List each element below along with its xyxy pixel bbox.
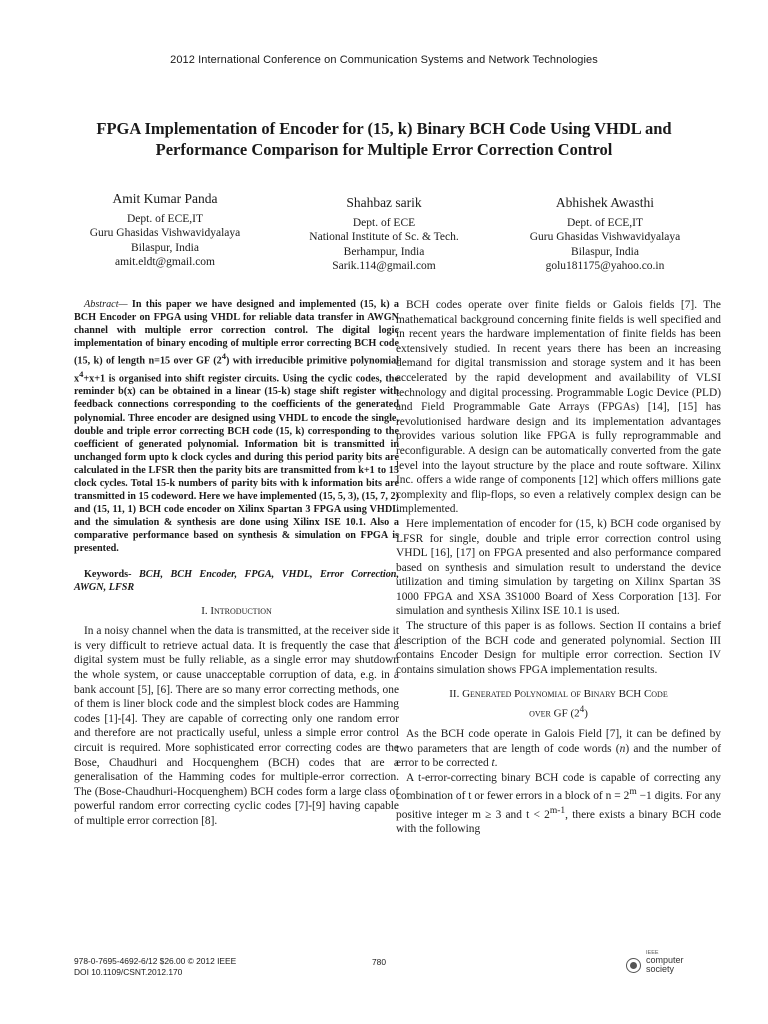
page-number: 780 <box>372 957 386 967</box>
keywords-label: Keywords- <box>84 568 132 580</box>
section-heading-introduction: I. Introduction <box>201 604 272 617</box>
footer-doi: DOI 10.1109/CSNT.2012.170 <box>74 967 183 977</box>
footer-isbn: 978-0-7695-4692-6/12 $26.00 © 2012 IEEE <box>74 956 237 966</box>
author-block-3 <box>500 196 710 274</box>
keywords-list: BCH, BCH Encoder, FPGA, VHDL, Error Correction, AWGN, LFSR <box>74 568 399 593</box>
paper-title <box>60 118 708 160</box>
author-location: Bilaspur, India <box>131 241 199 254</box>
author-dept: Dept. of ECE,IT <box>566 216 643 229</box>
right-column <box>396 298 721 837</box>
paragraph: BCH codes operate over finite fields or Galois fields [7]. The mathematical background concerning finite fields is well specified and in recent years the hardware implementation of finite fields has been extensively studied. In recent years there has been an increasing demand for digital transmission and storage system and it has been accelerated by the rapid development and availability of VLSI technology and digital processing. Programmable Logic Device (PLD) and Field Programmable Gate Arrays (FPGAs) [14], [15] has revolutionised hardware design and its implementation advantages provides various solution like FPGA is fully reprogrammable and reconfigurable. A design can be automatically converted from the gate level into the layout structure by the place and route software. Xilinx Inc. offers a wide range of components [12] which offers millions gate complexity and flip-flops, so even a relatively complex design can be implemented. <box>396 299 721 516</box>
author-email: golu181175@yahoo.co.in <box>545 260 665 272</box>
footer-copyright <box>74 956 236 978</box>
author-location: Bilaspur, India <box>571 245 639 258</box>
abstract-label: Abstract— <box>84 299 128 310</box>
paragraph: The structure of this paper is as follows. Section II contains a brief description of the BCH code and generated polynomial. Section III contains Encoder Design for multiple error correction. Section IV contains simulation shows FPGA implementation results. <box>396 620 721 676</box>
paragraph: Here implementation of encoder for (15, k) BCH code organised by LFSR for single, double and triple error correction control using VHDL [16], [17] on FPGA presented and also performance compared based on synthesis and simulation result to understand the device utilization and timing simulation by targeting on Xilinx Spartan 3S 1000 FPGA and XSA 3S1000 Board of Xess Corporation [13]. For simulation and synthesis Xilinx ISE 10.1 is used. <box>396 517 721 618</box>
author-email: Sarik.114@gmail.com <box>332 260 436 272</box>
keywords <box>74 568 399 594</box>
logo-icon <box>626 958 641 973</box>
author-dept: Dept. of ECE <box>352 216 416 229</box>
title-line-1: FPGA Implementation of Encoder for (15, k) Binary BCH Code Using VHDL and <box>96 119 672 138</box>
paragraph: As the BCH code operate in Galois Field [7], it can be defined by two parameters that are length of code words (n) and the number of error to be corrected t. <box>396 728 721 770</box>
abstract: Abstract— In this paper we have designed and implemented (15, k) a BCH Encoder on FPGA using VHDL for reliable data transfer in AWGN channel with multiple error correction control. The digital logic implementation of binary encoding of multiple error correcting BCH code (15, k) of length n=15 over GF $(2^4)$ with irreducible primitive polynomial $x^4+x+1$ is organised into shift register circuits. Using the cyclic codes, the reminder b(x) can be obtained in a linear (15-k) stage shift register with feedback connections corresponding to the coefficients of the generated polynomial. Three encoder are designed using VHDL to encode the single, double and triple error correcting BCH code (15, k) corresponding to the coefficient of generated polynomial. Information bit is transmitted in unchanged form upto k clock cycles and during this period parity bits are calculated in the LFSR then the parity bits are transmitted from k+1 to 15 clock cycles. Total 15-k numbers of parity bits with k information bits are transmitted in 15 codeword. Here we have implemented (15, 5, 3), (15, 7, 2) and (15, 11, 1) BCH code encoder on Xilinx Spartan 3 FPGA using VHDL and the simulation & synthesis are done using Xilinx ISE 10.1. Also a comparative performance based on synthesis & simulation on FPGA is presented. <box>74 299 399 555</box>
left-column <box>74 298 399 829</box>
author-block-2 <box>279 196 489 274</box>
author-email: amit.eldt@gmail.com <box>114 256 215 268</box>
conference-header: 2012 International Conference on Communication Systems and Network Technologies <box>170 54 598 66</box>
author-location: Berhampur, India <box>343 245 425 258</box>
paragraph: A t-error-correcting binary BCH code is capable of correcting any combination of t or fewer errors in a block of $n = 2^m -1$ digits. For any positive integer m ≥ 3 and $t < 2^{m-1}$, there exists a binary BCH code with the following <box>396 771 721 836</box>
author-name: Abhishek Awasthi <box>555 195 655 210</box>
author-dept: Dept. of ECE,IT <box>126 212 203 225</box>
section-heading-generated-polynomial: II. Generated Polynomial of Binary BCH Code over GF $(2^4)$ <box>449 688 668 720</box>
author-block-1 <box>60 192 270 270</box>
author-institution: Guru Ghasidas Vishwavidyalaya <box>529 231 681 243</box>
author-institution: Guru Ghasidas Vishwavidyalaya <box>89 227 241 239</box>
author-name: Amit Kumar Panda <box>112 191 218 206</box>
ieee-computer-society-logo: IEEE computer society <box>626 950 698 978</box>
paragraph: In a noisy channel when the data is transmitted, at the receiver side it is very difficult to retrieve actual data. It is frequently the case that a digital system must be fully reliable, as a single error may shutdown the whole system, or cause unacceptable corruption of data, e.g. in a bank account [5], [6]. There are so many error correcting methods, one of them is liner block code and the simplest block codes are Hamming codes [1]-[4]. They are capable of correcting only one random error and therefore are not practically useful, unless a simple error control circuit is required. More sophisticated error correcting codes are the Bose, Chaudhuri and Hocquenghem (BCH) codes that are a generalisation of the Hamming codes for multiple-error correction. The (Bose-Chaudhuri-Hocquenghem) BCH codes form a large class of powerful random error correcting cyclic codes [7]-[9] having capable of multiple error correction [8]. <box>74 625 399 827</box>
author-institution: National Institute of Sc. & Tech. <box>309 231 459 243</box>
author-name: Shahbaz sarik <box>346 195 422 210</box>
title-line-2: Performance Comparison for Multiple Error Correction Control <box>155 140 613 159</box>
